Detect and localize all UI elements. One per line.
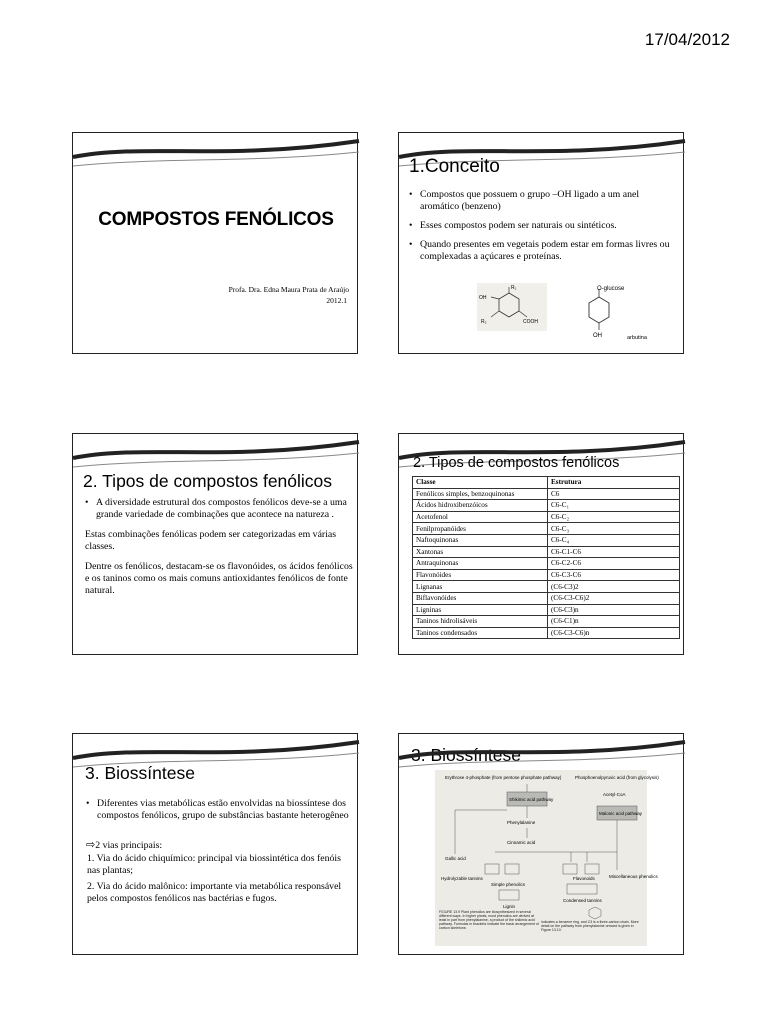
glucose-label: O-glucose [597,286,625,292]
acetylcoa-label: Acetyl-CoA [603,792,626,797]
path-item: 1. Via do ácido chiquímico: principal via biossintética dos fenóis nas plantas; [87,853,341,876]
bullet-list [85,497,353,604]
table-cell: Flavonóides [413,569,548,581]
cooh-label: COOH [523,319,538,325]
table-cell: Naftoquinonas [413,534,548,546]
slide-title: 3. Biossíntese [411,745,521,765]
paths-label: 2 vias principais: [95,840,163,851]
table-cell: Biflavonóides [413,592,548,604]
table-cell: (C6-C3-C6)n [548,627,680,639]
table-cell: Ácidos hidroxibenzóicos [413,500,548,512]
erythrose-label: Erythrose 4-phosphate (from pentose phosphate pathway) [445,775,562,780]
misc-phenolics-label: Miscellaneous phenolics [609,874,658,879]
arbutin-label: arbutina [627,335,647,341]
table-cell: Xantonas [413,546,548,558]
arrow-icon: ⇨ [86,838,96,851]
table-cell: (C6-C3)n [548,604,680,616]
table-cell: Antraquinonas [413,558,548,570]
paths-line [86,838,162,851]
table-cell: C6 [548,488,680,500]
shikimic-label: Shikimic acid pathway [509,797,554,802]
compound-classes-table [412,476,680,639]
slide-title: 3. Biossíntese [85,763,195,783]
table-row [413,511,680,523]
table-cell: Fenólicos simples, benzoquinonas [413,488,548,500]
slide-5 [72,733,358,955]
slide-2 [398,132,684,354]
lignin-label: Lignin [503,904,516,909]
slide-header-wave [73,133,359,171]
table-row [413,616,680,628]
biosynthesis-figure [435,770,659,946]
malonic-label: Malonic acid pathway [599,811,643,816]
table-row [413,569,680,581]
slide-4 [398,433,684,655]
cinnamic-label: Cinnamic acid [507,840,536,845]
table-cell: Taninos hidrolisáveis [413,616,548,628]
table-cell: C6-C1-C6 [548,546,680,558]
table-header-cell: Classe [413,477,548,489]
table-cell: C6-C3-C6 [548,569,680,581]
arbutin-structure [583,283,673,343]
table-header-row [413,477,680,489]
figure-caption-right: indicates a benzene ring, and C3 is a three-carbon chain. More detail on the pathway from phenylalanine onward is given in Figure 13.10. [541,920,639,932]
table-cell: C6-C2-C6 [548,558,680,570]
table-row [413,592,680,604]
phenolic-structure [477,283,547,331]
bullet-item: Dentre os fenólicos, destacam-se os flavonóides, os ácidos fenólicos e os taninos como os mais comuns antioxidantes fenólicos de fonte natural. [85,561,353,596]
table-cell: (C6-C3)2 [548,581,680,593]
table-row [413,604,680,616]
table-cell: Taninos condensados [413,627,548,639]
r2-label: R₂ [481,319,487,325]
table-cell: C6-C₃ [548,523,680,535]
table-cell: Fenilpropanóides [413,523,548,535]
table-row [413,523,680,535]
bullet-list [409,189,679,270]
bullet-item: • Esses compostos podem ser naturais ou sintéticos. [409,220,679,232]
slide-year: 2012.1 [326,296,347,305]
phenylalanine-label: Phenylalanine [507,820,536,825]
bullet-list [86,798,354,824]
bullet-item: • Diferentes vias metabólicas estão envolvidas na biossíntese dos compostos fenólicos, grupo de substâncias bastante heterogêneo [86,798,354,822]
bullet-item: • Compostos que possuem o grupo –OH ligado a um anel aromático (benzeno) [409,189,679,213]
slide-header-wave [399,734,685,772]
gallic-label: Gallic acid [445,856,466,861]
table-row [413,488,680,500]
table-row [413,558,680,570]
slide-title: COMPOSTOS FENÓLICOS [98,209,334,230]
table-cell: (C6-C1)n [548,616,680,628]
slide-title: 1.Conceito [409,156,500,177]
table-cell: Acetofenol [413,511,548,523]
table-row [413,534,680,546]
table-cell: C6-C₂ [548,511,680,523]
slide-author: Profa. Dra. Edna Maura Prata de Araújo [228,285,349,294]
pep-label: Phosphoenolpyruvic acid (from glycolysis) [575,775,659,780]
r1-label: R₁ [511,285,517,291]
slide-title: 2. Tipos de compostos fenólicos [83,471,333,491]
table-row [413,546,680,558]
table-cell: Ligninas [413,604,548,616]
slide-header-wave [73,434,359,472]
slide-1 [72,132,358,354]
figure-caption-left: FIGURE 13.9 Plant phenolics are biosynthesized in several different ways. In higher plants, most phenolics are derived at least in part from phenylalanine, a product of the shikimic acid pathway. Formulas in brackets indicate the basic arrangement of carbon skeletons: [439,910,539,930]
bullet-item: • Quando presentes em vegetais podem estar em formas livres ou complexadas a açúcares e proteínas. [409,239,679,263]
hydrolyzable-label: Hydrolyzable tannins [441,876,483,881]
slide-title: 2. Tipos de compostos fenólicos [413,455,620,471]
oh-label: OH [593,333,602,339]
table-cell: C6-C₁ [548,500,680,512]
flavonoids-label: Flavonoids [573,876,595,881]
bullet-item: • A diversidade estrutural dos compostos fenólicos deve-se a uma grande variedade de combinações que acontece na natureza . [85,497,353,521]
bullet-item: Estas combinações fenólicas podem ser categorizadas em várias classes. [85,529,337,552]
table-cell: (C6-C3-C6)2 [548,592,680,604]
table-row [413,627,680,639]
table-cell: C6-C₄ [548,534,680,546]
condensed-tannins-label: Condensed tannins [563,898,602,903]
table-row [413,581,680,593]
path-item: 2. Via do ácido malônico: importante via metabólica responsável pelos compostos fenólicos nas bactérias e fugos. [87,881,342,904]
table-header-cell: Estrutura [548,477,680,489]
page-date: 17/04/2012 [644,30,730,49]
slide-3 [72,433,358,655]
table-cell: Lignanas [413,581,548,593]
table-row [413,500,680,512]
oh-label: OH [479,295,487,301]
slide-6 [398,733,684,955]
simple-phenolics-label: Simple phenolics [491,882,526,887]
